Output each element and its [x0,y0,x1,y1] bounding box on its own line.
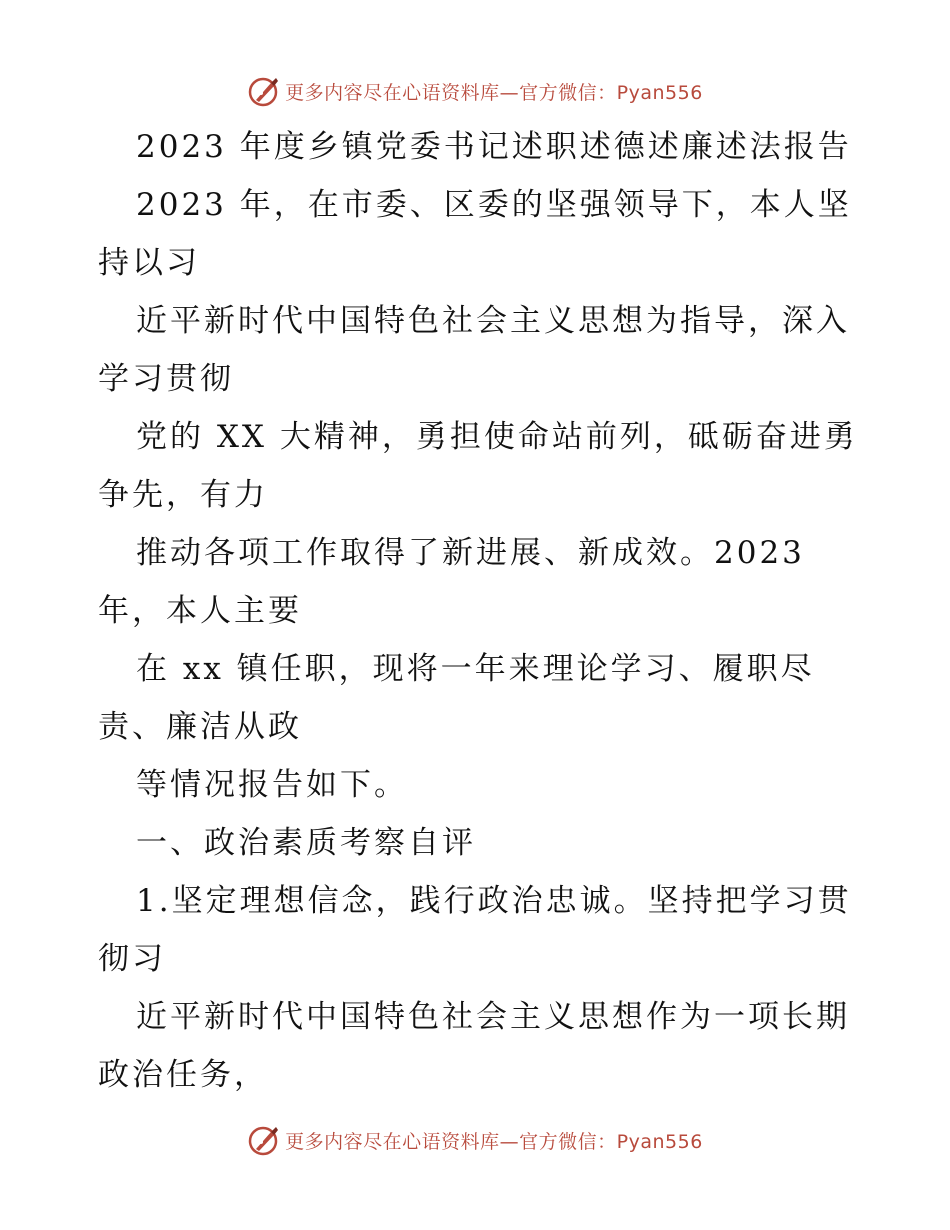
watermark-text: 更多内容尽在心语资料库—官方微信：Pyan556 [285,81,703,104]
text-line: 学习贯彻 [98,361,234,397]
text-line: 年，本人主要 [98,593,302,629]
text-line: 责、廉洁从政 [98,709,302,745]
text-line: 持以习 [98,245,200,281]
footer-watermark [0,1120,950,1160]
text-line: 近平新时代中国特色社会主义思想作为一项长期 [136,999,850,1035]
text-line: 推动各项工作取得了新进展、新成效。2023 [136,535,805,571]
text-line: 彻习 [98,941,166,977]
pen-logo-icon [247,1123,281,1157]
text-line: 2023 年，在市委、区委的坚强领导下，本人坚 [136,187,852,223]
watermark-text: 更多内容尽在心语资料库—官方微信：Pyan556 [285,1130,703,1153]
text-line: 近平新时代中国特色社会主义思想为指导，深入 [136,303,850,339]
text-line: 政治任务， [98,1057,268,1093]
text-line: 争先，有力 [98,477,268,513]
text-line: 党的 XX 大精神，勇担使命站前列，砥砺奋进勇 [136,419,858,455]
text-line: 等情况报告如下。 [136,767,408,803]
text-line: 在 xx 镇任职，现将一年来理论学习、履职尽 [136,651,815,687]
section-heading: 一、政治素质考察自评 [136,825,476,861]
text-line: 1.坚定理想信念，践行政治忠诚。坚持把学习贯 [136,883,852,919]
document-title: 2023 年度乡镇党委书记述职述德述廉述法报告 [136,129,852,165]
